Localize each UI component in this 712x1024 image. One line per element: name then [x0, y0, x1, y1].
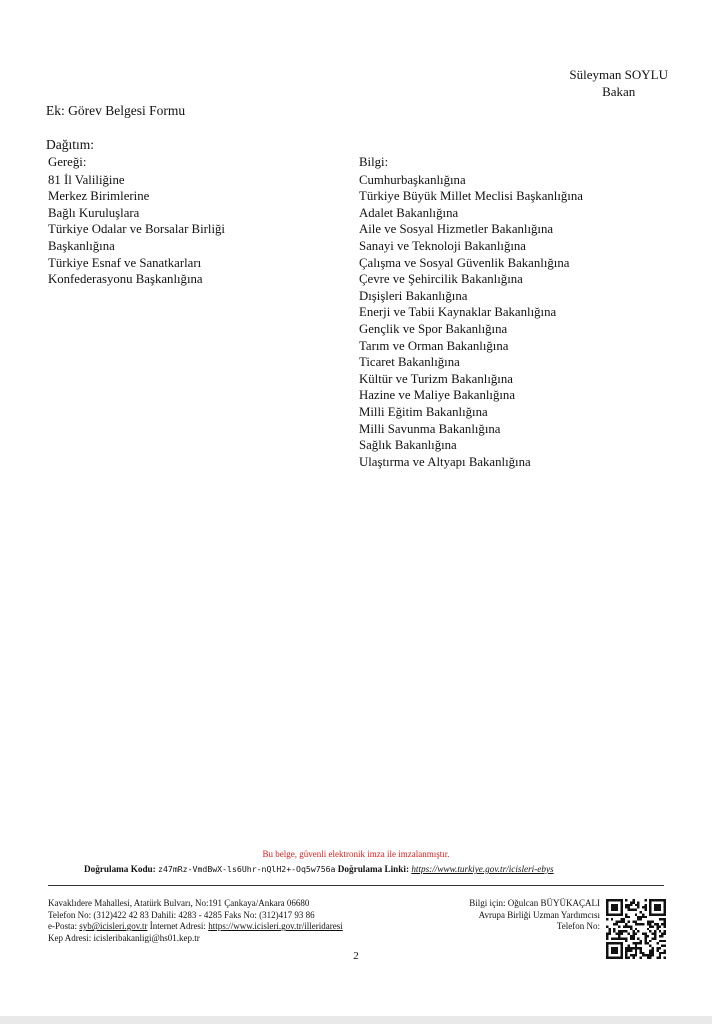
gereği-column [48, 154, 225, 288]
distribution-heading: Dağıtım: [46, 137, 94, 152]
attachment-line: Ek: Görev Belgesi Formu [46, 103, 186, 118]
list-item: Başkanlığına [48, 238, 115, 253]
list-item: Konfederasyonu Başkanlığına [48, 272, 203, 287]
esign-note: Bu belge, güvenli elektronik imza ile imzalanmıştır. [262, 849, 450, 859]
list-item: Tarım ve Orman Bakanlığına [359, 338, 509, 353]
list-item: Sağlık Bakanlığına [359, 438, 457, 453]
list-item: Çalışma ve Sosyal Güvenlik Bakanlığına [359, 255, 570, 270]
contact-web-line [48, 921, 343, 933]
list-item: Dışişleri Bakanlığına [359, 288, 468, 303]
list-item: Türkiye Büyük Millet Meclisi Başkanlığına [359, 189, 583, 204]
email-label: e-Posta: [48, 921, 77, 932]
verify-code: z47mRz-VmdBwX-ls6Uhr-nQlH2+-Oq5w756a [158, 864, 336, 874]
page-number: 2 [353, 950, 359, 962]
phone-line: Telefon No: (312)422 42 83 Dahili: 4283 - 4285 Faks No: (312)417 93 86 [48, 909, 315, 920]
bilgi-column [359, 154, 583, 470]
footer-divider [48, 885, 664, 886]
list-item: 81 İl Valiliğine [48, 172, 125, 187]
list-item: Milli Eğitim Bakanlığına [359, 404, 488, 419]
bilgi-label: Bilgi: [359, 155, 389, 169]
verification-line [84, 864, 554, 874]
list-item: Aile ve Sosyal Hizmetler Bakanlığına [359, 222, 554, 237]
address-line: Kavaklıdere Mahallesi, Atatürk Bulvarı, No:191 Çankaya/Ankara 06680 [48, 898, 310, 908]
kep-line: Kep Adresi: icisleribakanligi@hs01.kep.tr [48, 932, 200, 943]
signature-block [569, 66, 668, 100]
list-item: Ticaret Bakanlığına [359, 355, 460, 370]
info-contact-block [469, 898, 600, 933]
list-item: Kültür ve Turizm Bakanlığına [359, 371, 513, 386]
web-label: İnternet Adresi: [149, 921, 206, 932]
list-item: Sanayi ve Teknoloji Bakanlığına [359, 238, 526, 253]
gereği-label: Gereği: [48, 155, 87, 169]
info-contact: Bilgi için: Oğulcan BÜYÜKAÇALI [469, 898, 600, 908]
list-item: Türkiye Esnaf ve Sanatkarları [48, 255, 202, 270]
page-bottom-band [0, 1016, 712, 1024]
list-item: Türkiye Odalar ve Borsalar Birliği [48, 222, 225, 237]
list-item: Ulaştırma ve Altyapı Bakanlığına [359, 454, 531, 469]
list-item: Hazine ve Maliye Bakanlığına [359, 388, 515, 403]
list-item: Milli Savunma Bakanlığına [359, 421, 501, 436]
signer-title: Bakan [602, 84, 636, 99]
list-item: Çevre ve Şehircilik Bakanlığına [359, 272, 523, 287]
list-item: Adalet Bakanlığına [359, 205, 459, 220]
address-block [48, 898, 343, 944]
list-item: Enerji ve Tabii Kaynaklar Bakanlığına [359, 305, 557, 320]
verify-code-label: Doğrulama Kodu: [84, 864, 156, 874]
info-title: Avrupa Birliği Uzman Yardımcısı [478, 909, 600, 920]
list-item: Cumhurbaşkanlığına [359, 172, 466, 187]
verify-link-label: Doğrulama Linki: [337, 864, 410, 874]
list-item: Gençlik ve Spor Bakanlığına [359, 321, 508, 336]
list-item: Bağlı Kuruluşlara [48, 205, 140, 220]
info-phone: Telefon No: [556, 921, 600, 932]
signer-name: Süleyman SOYLU [569, 67, 668, 82]
web-link[interactable]: https://www.icisleri.gov.tr/illeridaresi [208, 921, 343, 932]
list-item: Merkez Birimlerine [48, 189, 150, 204]
verify-link[interactable]: https://www.turkiye.gov.tr/icisleri-ebys [411, 864, 554, 874]
email-link[interactable]: syb@icisleri.gov.tr [79, 921, 148, 932]
